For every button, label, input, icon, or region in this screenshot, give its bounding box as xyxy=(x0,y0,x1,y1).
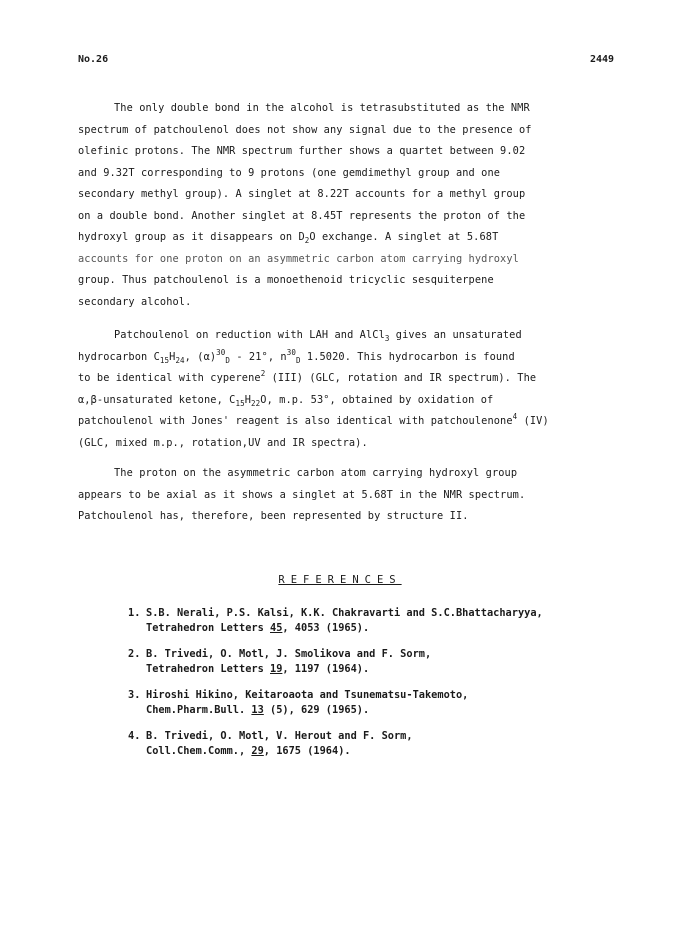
reference-item xyxy=(128,688,628,718)
reference-line xyxy=(128,744,628,759)
reference-line xyxy=(128,662,628,677)
reference-journal: Coll.Chem.Comm., xyxy=(146,745,252,757)
text-span: gives an unsaturated xyxy=(389,329,522,341)
journal-number: No.26 xyxy=(78,54,109,65)
subscript: 15 xyxy=(235,398,245,408)
reference-volume: 29 xyxy=(251,745,264,757)
text-span: (IV) xyxy=(517,415,549,427)
text-span: (III) (GLC, rotation and IR spectrum). The xyxy=(265,372,537,384)
reference-pages: , 1675 (1964). xyxy=(263,745,351,757)
reference-number: 3. xyxy=(128,689,141,701)
reference-number: 2. xyxy=(128,648,141,660)
reference-authors: B. Trivedi, O. Motl, J. Smolikova and F. Sorm, xyxy=(146,648,432,660)
paragraph-1 xyxy=(78,98,618,313)
reference-item xyxy=(128,729,628,759)
text-line: secondary methyl group). A singlet at 8.22T accounts for a methyl group xyxy=(78,188,526,200)
reference-journal: Chem.Pharm.Bull. xyxy=(146,704,252,716)
text-line xyxy=(78,411,618,433)
text-line: and 9.32T corresponding to 9 protons (one gemdimethyl group and one xyxy=(78,166,501,179)
text-line: on a double bond. Another singlet at 8.45T represents the proton of the xyxy=(78,209,526,222)
text-line: The proton on the asymmetric carbon atom carrying hydroxyl group xyxy=(114,467,518,479)
reference-volume: 45 xyxy=(270,622,283,634)
text-line xyxy=(78,347,618,369)
subscript: 22 xyxy=(251,398,261,408)
reference-authors: B. Trivedi, O. Motl, V. Herout and F. Sorm, xyxy=(146,730,413,742)
reference-number: 4. xyxy=(128,730,141,742)
reference-pages: (5), 629 (1965). xyxy=(263,704,370,716)
text-span: hydroxyl group as it disappears on D xyxy=(78,231,305,243)
text-line: (GLC, mixed m.p., rotation,UV and IR spectra). xyxy=(78,436,368,449)
text-span: to be identical with cyperene xyxy=(78,372,261,384)
text-span: H xyxy=(169,350,176,363)
superscript: 4 xyxy=(512,412,518,421)
text-span: 1.5020. This hydrocarbon is found xyxy=(300,350,515,363)
text-span: H xyxy=(244,393,252,406)
text-line: olefinic protons. The NMR spectrum further shows a quartet between 9.02 xyxy=(78,145,526,157)
reference-authors: S.B. Nerali, P.S. Kalsi, K.K. Chakravarti and S.C.Bhattacharyya, xyxy=(146,607,543,619)
reference-volume: 13 xyxy=(251,704,264,716)
superscript: 30 xyxy=(286,347,296,357)
reference-number: 1. xyxy=(128,607,141,619)
text-span: hydrocarbon C xyxy=(78,350,160,363)
references-heading: REFERENCES xyxy=(278,574,402,586)
text-line: Patchoulenol has, therefore, been represented by structure II. xyxy=(78,510,469,522)
reference-list xyxy=(128,606,628,770)
reference-line xyxy=(128,621,628,636)
page-number: 2449 xyxy=(590,54,615,65)
text-span: O, m.p. 53°, obtained by oxidation of xyxy=(260,393,494,406)
reference-pages: , 1197 (1964). xyxy=(282,663,370,675)
reference-journal: Tetrahedron Letters xyxy=(146,622,270,634)
text-span: patchoulenol with Jones' reagent is also identical with patchoulenone xyxy=(78,415,513,427)
text-span: O exchange. A singlet at 5.68T xyxy=(309,231,499,243)
text-line xyxy=(78,227,618,249)
text-line: appears to be axial as it shows a singlet at 5.68T in the NMR spectrum. xyxy=(78,488,526,501)
reference-volume: 19 xyxy=(270,663,283,675)
text-span: Patchoulenol on reduction with LAH and AlCl xyxy=(114,329,385,341)
reference-item xyxy=(128,647,628,677)
reference-line xyxy=(128,729,628,744)
text-line: spectrum of patchoulenol does not show any signal due to the presence of xyxy=(78,123,532,136)
text-span: - 21°, n xyxy=(230,350,287,363)
text-span: α,β-unsaturated ketone, C xyxy=(78,393,236,406)
reference-line xyxy=(128,688,628,703)
text-line xyxy=(78,325,618,347)
text-line: secondary alcohol. xyxy=(78,295,192,308)
reference-authors: Hiroshi Hikino, Keitaroaota and Tsunematsu-Takemoto, xyxy=(146,689,469,701)
subscript: 24 xyxy=(175,355,185,365)
reference-item xyxy=(128,606,628,636)
subscript: 15 xyxy=(159,355,170,365)
paragraph-2 xyxy=(78,325,618,454)
paragraph-3 xyxy=(78,463,618,528)
subscript: D xyxy=(225,355,231,365)
reference-line xyxy=(128,606,628,621)
subscript: D xyxy=(295,355,301,365)
subscript: 3 xyxy=(384,334,390,343)
superscript: 30 xyxy=(216,347,226,357)
text-span: , (α) xyxy=(184,350,217,363)
reference-journal: Tetrahedron Letters xyxy=(146,663,270,675)
subscript: 2 xyxy=(304,236,310,245)
text-line: group. Thus patchoulenol is a monoethenoid tricyclic sesquiterpene xyxy=(78,274,494,286)
reference-pages: , 4053 (1965). xyxy=(282,622,370,634)
text-line xyxy=(78,390,618,412)
text-line: accounts for one proton on an asymmetric carbon atom carrying hydroxyl xyxy=(78,252,519,265)
text-line: The only double bond in the alcohol is tetrasubstituted as the NMR xyxy=(114,102,530,114)
text-line xyxy=(78,368,618,390)
reference-line xyxy=(128,647,628,662)
reference-line xyxy=(128,703,628,718)
superscript: 2 xyxy=(260,369,266,378)
